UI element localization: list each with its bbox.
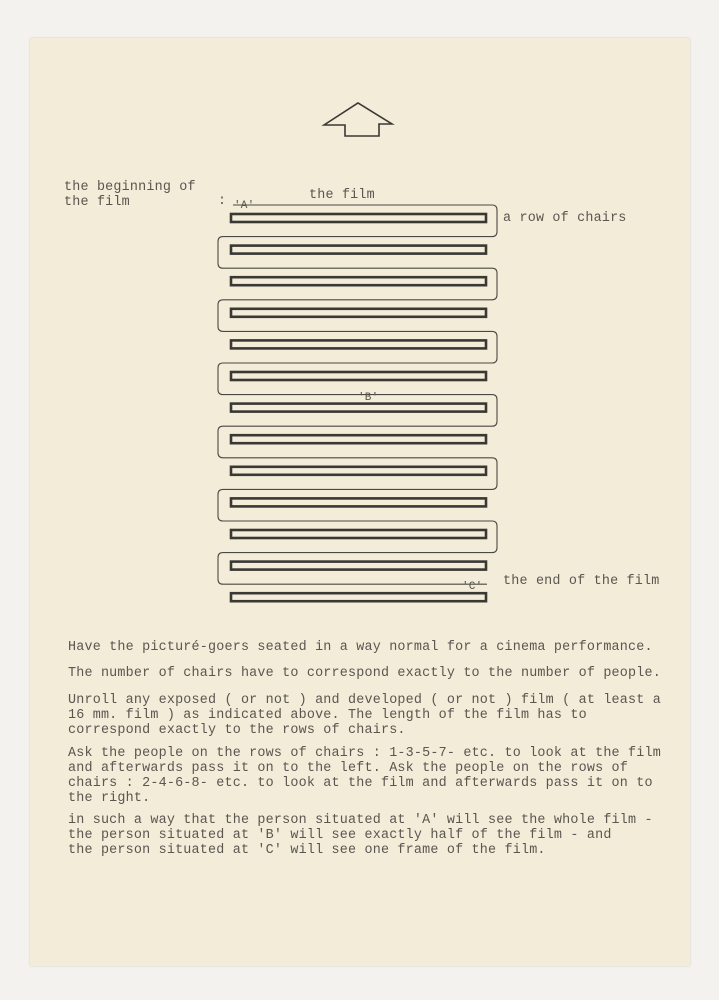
instruction-paragraph-3: Unroll any exposed ( or not ) and developed ( or not ) film ( at least a 16 mm. film ) as indicated above. The length of the film has to correspond exactly to the rows of chairs.	[68, 693, 661, 738]
marker-b: 'B'	[358, 392, 379, 404]
label-beginning-line1: the beginning of	[64, 180, 196, 195]
chair-row	[231, 593, 486, 601]
label-beginning-line2: the film	[64, 195, 130, 210]
label-beginning	[64, 180, 196, 210]
chair-row	[231, 498, 486, 506]
marker-c: 'C'	[462, 581, 483, 593]
chair-row	[231, 372, 486, 380]
colon: :	[218, 194, 227, 209]
chair-row	[231, 214, 486, 222]
marker-a: 'A'	[234, 200, 255, 212]
chair-rows	[231, 214, 486, 601]
instruction-paragraph-5: in such a way that the person situated at 'A' will see the whole film - the person situated at 'B' will see exactly half of the film - and the person situated at 'C' will see one frame of the film.	[68, 813, 653, 858]
chair-row	[231, 277, 486, 285]
label-end-of-film: the end of the film	[503, 574, 660, 589]
instruction-paragraph-1: Have the picturé-goers seated in a way normal for a cinema performance.	[68, 640, 653, 655]
instruction-paragraph-2: The number of chairs have to correspond exactly to the number of people.	[68, 666, 661, 681]
chair-row	[231, 340, 486, 348]
chair-row	[231, 562, 486, 570]
label-row-of-chairs: a row of chairs	[503, 211, 627, 226]
up-arrow-icon	[324, 103, 392, 136]
chair-row	[231, 530, 486, 538]
chair-row	[231, 435, 486, 443]
chair-row	[231, 309, 486, 317]
chair-row	[231, 467, 486, 475]
label-the-film: the film	[309, 188, 375, 203]
instruction-paragraph-4: Ask the people on the rows of chairs : 1-3-5-7- etc. to look at the film and afterwards pass it on to the left. Ask the people on the rows of chairs : 2-4-6-8- etc. to look at the film and afterwards pass it on to the right.	[68, 746, 661, 806]
chair-row	[231, 246, 486, 254]
